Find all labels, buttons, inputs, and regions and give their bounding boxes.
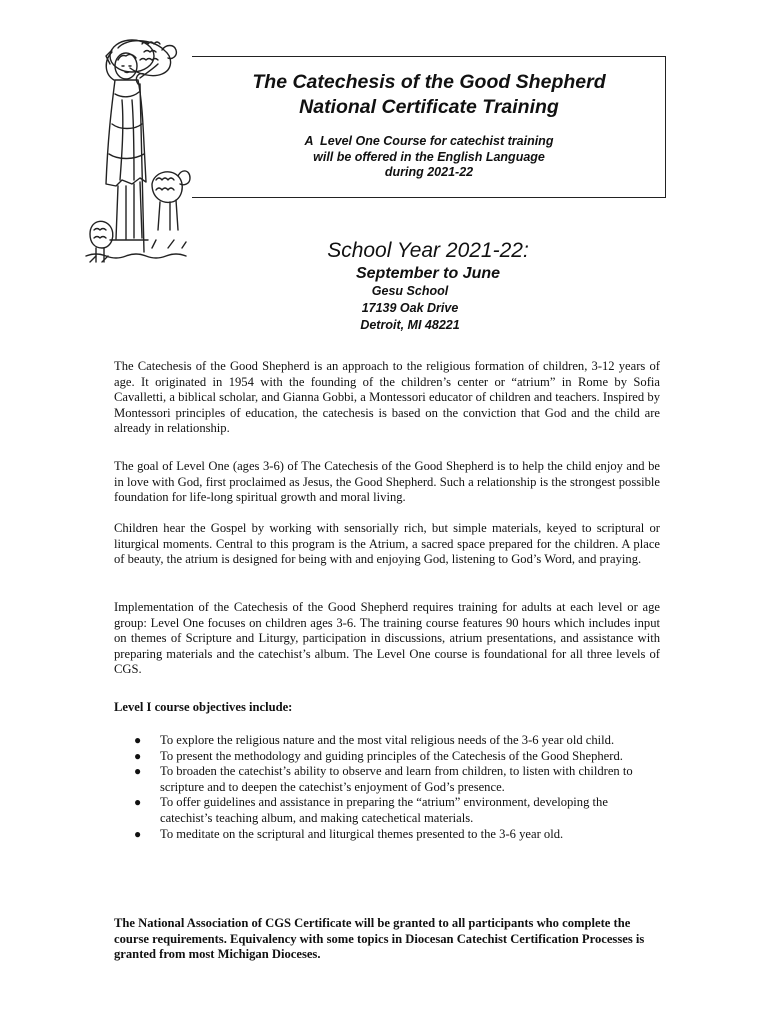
objectives-heading: Level I course objectives include: (114, 700, 293, 714)
bullet-icon: ● (134, 733, 142, 747)
gospel-text: Children hear the Gospel by working with sensorially rich, but simple materials, keyed to scriptural or liturgical moments. Central to this program is the Atrium, a sacred space prepared for the children. A place of beauty, the atrium is designed for being with and enjoying God, listening to God’s Word, and praying. (114, 521, 660, 567)
bullet-icon: ● (134, 764, 142, 779)
gospel-paragraph (114, 521, 660, 568)
list-item (114, 795, 660, 826)
good-shepherd-illustration (82, 34, 194, 264)
location-address (320, 283, 500, 334)
page-title (192, 70, 666, 120)
season-heading: September to June (355, 265, 501, 282)
subtitle-line-2: will be offered in the English Language (313, 149, 545, 164)
subtitle-line-3: during 2021-22 (384, 165, 474, 179)
location-name: Gesu School (371, 284, 449, 298)
subtitle-line-1: A Level One Course for catechist training (304, 134, 554, 148)
intro-text: The Catechesis of the Good Shepherd is an approach to the religious formation of children, 3-12 years of age. It originated in 1954 with the founding of the children’s center or “atrium” in Rome by Sofia Cavalletti, a biblical scholar, and Gianna Gobbi, a Montessori educator of children and teachers. Inspired by Montessori principles of education, the catechesis is based on the conviction that God and the child are already in relationship. (114, 359, 660, 436)
objective-text: To offer guidelines and assistance in preparing the “atrium” environment, developing the catechist’s teaching album, and making catechetical materials. (160, 795, 608, 825)
bullet-icon: ● (134, 748, 142, 763)
title-line-2: National Certificate Training (299, 96, 559, 118)
implementation-paragraph (114, 600, 660, 678)
objective-text: To present the methodology and guiding principles of the Catechesis of the Good Shepherd. (160, 748, 623, 763)
title-line-1: The Catechesis of the Good Shepherd (252, 71, 606, 93)
objective-text: To broaden the catechist’s ability to observe and learn from children, to listen with children to scripture and to deepen the catechist’s enjoyment of God’s presence. (160, 764, 633, 794)
goal-text: The goal of Level One (ages 3-6) of The Catechesis of the Good Shepherd is to help the child enjoy and be in love with God, first proclaimed as Jesus, the Good Shepherd. Such a relationship is the strongest possible foundation for life-long spiritual growth and moral living. (114, 459, 660, 505)
list-item (114, 827, 660, 843)
intro-paragraph (114, 359, 660, 437)
objectives-list (114, 733, 660, 842)
list-item (114, 764, 660, 795)
implementation-text: Implementation of the Catechesis of the Good Shepherd requires training for adults at each level or age group: Level One focuses on children ages 3-6. The training course features 90 hours which includes input on themes of Scripture and Liturgy, participation in discussions, atrium presentations, and assistance with preparing materials and the catechist’s album. The Level One course is foundational for all three levels of CGS. (114, 600, 660, 677)
location-street: 17139 Oak Drive (361, 301, 459, 315)
school-year-heading: School Year 2021-22: (327, 239, 529, 262)
objective-text: To explore the religious nature and the most vital religious needs of the 3-6 year old child. (160, 733, 615, 747)
bullet-icon: ● (134, 826, 142, 841)
list-item (114, 749, 660, 765)
bullet-icon: ● (134, 795, 142, 810)
certificate-note: The National Association of CGS Certificate will be granted to all participants who complete the course requirements. Equivalency with some topics in Diocesan Catechist Certification Processes is granted from most Michigan Dioceses. (114, 916, 645, 962)
goal-paragraph (114, 459, 660, 506)
objective-text: To meditate on the scriptural and liturgical themes presented to the 3-6 year old. (160, 826, 564, 841)
location-city: Detroit, MI 48221 (360, 318, 460, 332)
list-item (114, 733, 660, 749)
course-subtitle (192, 134, 666, 181)
